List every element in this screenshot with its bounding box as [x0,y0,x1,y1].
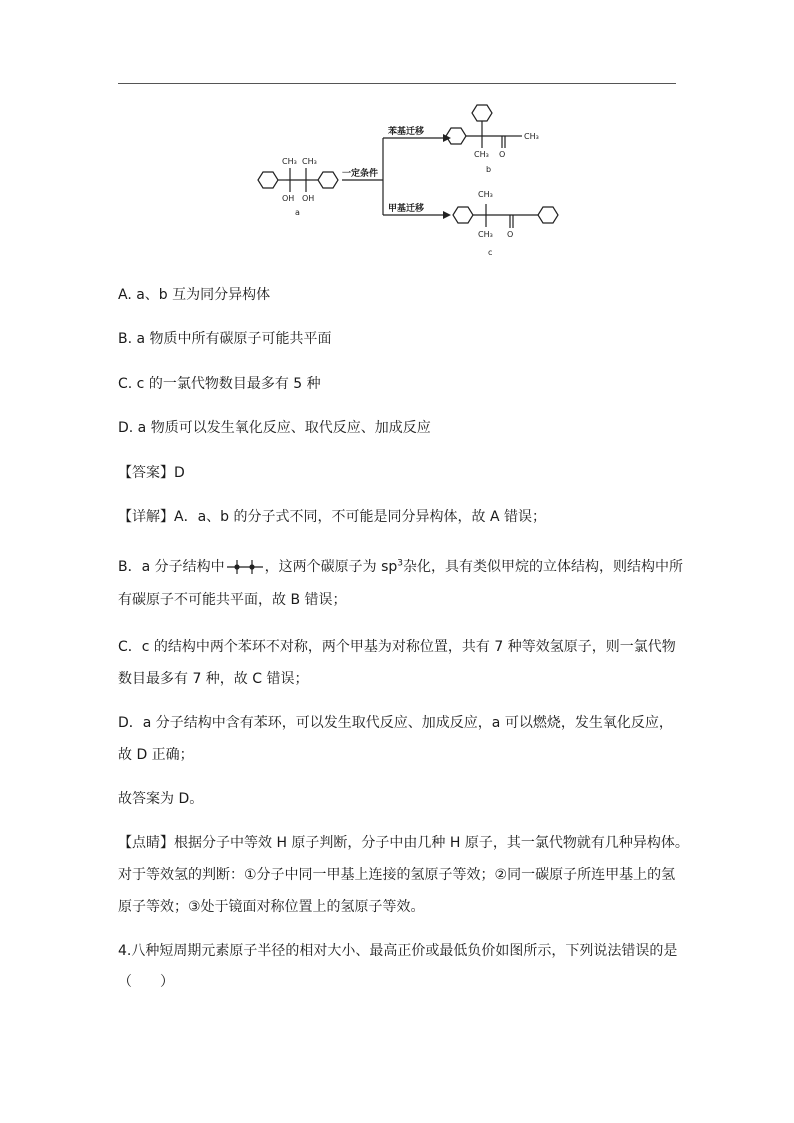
molecule-c [453,204,558,228]
question4-line2: （ ） [118,974,174,990]
reaction-scheme [248,100,568,265]
label-b: b [486,165,492,174]
question4-line1: 4.八种短周期元素原子半径的相对大小、最高正价或最低负价如图所示，下列说法错误的是 [118,943,678,959]
c-ch3-top: CH₃ [478,190,493,199]
lower-arrow-label: 甲基迁移 [388,204,425,214]
benzene-ring-b-left-icon [446,128,466,144]
answer: 【答案】D [118,465,185,481]
c-o: O [507,230,514,239]
detail-b-sup: 3 [397,558,404,569]
benzene-ring-left-icon [258,172,278,188]
label-a: a [295,208,300,217]
detail-c-line2: 数目最多有 7 种，故 C 错误； [118,671,309,687]
a-oh-left: OH [282,194,295,203]
option-d: D. a 物质可以发生氧化反应、取代反应、加成反应 [118,420,431,436]
detail-b-pre: B．a 分子结构中 [118,559,225,575]
carbon-chain-fragment-icon [225,558,265,576]
detail-c-line1: C．c 的结构中两个苯环不对称，两个甲基为对称位置，共有 7 种等效氢原子，则一氯代物 [118,639,676,655]
benzene-ring-c-right-icon [538,207,558,223]
detail-d-line2: 故 D 正确； [118,747,194,763]
tip-line2: 对于等效氢的判断：①分子中同一甲基上连接的氢原子等效；②同一碳原子所连甲基上的氢 [118,867,676,883]
conclusion: 故答案为 D。 [118,791,204,807]
option-b: B. a 物质中所有碳原子可能共平面 [118,331,332,347]
detail-d-line1: D．a 分子结构中含有苯环，可以发生取代反应、加成反应，a 可以燃烧，发生氧化反应， [118,715,673,731]
tip-line1: 【点睛】根据分子中等效 H 原子判断，分子中由几种 H 原子，其一氯代物就有几种异构体。 [118,835,689,851]
benzene-ring-c-left-icon [453,207,473,223]
molecule-a [258,168,338,192]
benzene-ring-top-icon [472,105,492,121]
b-ch3-bottom: CH₃ [474,150,489,159]
arrow-lower-icon [443,211,451,219]
upper-arrow-label: 苯基迁移 [388,127,425,137]
option-a: A. a、b 互为同分异构体 [118,287,271,303]
option-c: C. c 的一氯代物数目最多有 5 种 [118,376,321,392]
molecule-b [446,105,522,148]
tip-line3: 原子等效；③处于镜面对称位置上的氢原子等效。 [118,899,425,915]
detail-b-post: 杂化，具有类似甲烷的立体结构，则结构中所 [403,559,684,575]
detail-b-line1 [118,557,683,577]
a-oh-right: OH [302,194,315,203]
c-ch3-bottom: CH₃ [478,230,493,239]
a-ch3-left: CH₃ [282,157,297,166]
a-ch3-right: CH₃ [302,157,317,166]
detail-b-line2: 有碳原子不可能共平面，故 B 错误； [118,592,347,608]
header-rule [118,83,676,84]
detail-b-mid: ，这两个碳原子为 sp [264,559,398,575]
b-ch3-right: CH₃ [524,132,539,141]
b-o: O [499,150,506,159]
benzene-ring-right-icon [318,172,338,188]
label-c: c [488,248,493,257]
detail-a: 【详解】A．a、b 的分子式不同，不可能是同分异构体，故 A 错误； [118,509,546,525]
conditions-label: 一定条件 [342,169,379,179]
